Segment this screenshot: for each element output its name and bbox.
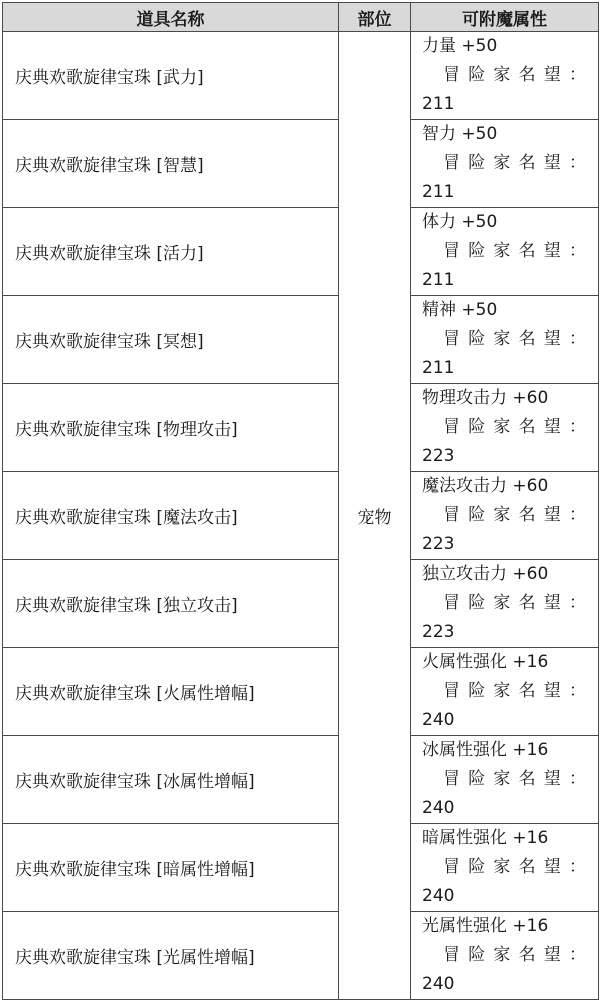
attribute-cell <box>411 296 599 384</box>
reputation-label-char: 冒 <box>443 329 460 349</box>
reputation-value: 240 <box>422 974 455 994</box>
reputation-value: 211 <box>422 270 455 290</box>
reputation-label-char: 名 <box>518 681 536 701</box>
reputation-label-char: 名 <box>518 65 536 85</box>
reputation-label-char: 望 <box>543 241 561 261</box>
reputation-label-char: 望 <box>543 593 561 613</box>
table-row <box>3 912 599 1000</box>
reputation-label-char: 望 <box>543 329 561 349</box>
reputation-label <box>422 237 598 266</box>
reputation-label-char: 望 <box>543 65 561 85</box>
header-slot: 部位 <box>339 3 411 32</box>
stat-bonus: 火属性强化 +16 <box>422 652 549 672</box>
reputation-label-char: 名 <box>518 945 536 965</box>
stat-bonus: 物理攻击力 +60 <box>422 388 549 408</box>
reputation-label-char: ： <box>568 329 586 349</box>
table-row <box>3 472 599 560</box>
reputation-label-char: 望 <box>543 153 561 173</box>
reputation-label <box>422 589 598 618</box>
item-name-cell: 庆典欢歌旋律宝珠 [魔法攻击] <box>3 472 339 560</box>
item-name-cell: 庆典欢歌旋律宝珠 [智慧] <box>3 120 339 208</box>
item-name-cell: 庆典欢歌旋律宝珠 [火属性增幅] <box>3 648 339 736</box>
attribute-cell <box>411 560 599 648</box>
reputation-label-char: 险 <box>468 769 486 789</box>
reputation-value: 223 <box>422 622 455 642</box>
table-row <box>3 296 599 384</box>
reputation-label-char: 险 <box>468 593 486 613</box>
reputation-label-char: 家 <box>493 505 511 525</box>
reputation-label-char: ： <box>568 769 586 789</box>
reputation-label-char: 望 <box>543 505 561 525</box>
reputation-label-char: ： <box>568 153 586 173</box>
reputation-label-char: 险 <box>468 153 486 173</box>
reputation-label-char: 险 <box>468 65 486 85</box>
reputation-label-char: 家 <box>493 945 511 965</box>
reputation-label-char: ： <box>568 65 586 85</box>
reputation-label <box>422 413 598 442</box>
attribute-cell <box>411 736 599 824</box>
stat-bonus: 力量 +50 <box>422 36 498 56</box>
stat-bonus: 精神 +50 <box>422 300 498 320</box>
table-body <box>3 32 599 1000</box>
reputation-label <box>422 941 598 970</box>
reputation-label-char: 险 <box>468 681 486 701</box>
reputation-label <box>422 149 598 178</box>
reputation-label-char: 冒 <box>443 593 460 613</box>
attribute-cell <box>411 208 599 296</box>
reputation-label-char: 险 <box>468 417 486 437</box>
stat-bonus: 智力 +50 <box>422 124 498 144</box>
table-row <box>3 120 599 208</box>
reputation-label-char: 冒 <box>443 945 460 965</box>
reputation-value: 240 <box>422 710 455 730</box>
item-name-cell: 庆典欢歌旋律宝珠 [暗属性增幅] <box>3 824 339 912</box>
reputation-label-char: 险 <box>468 241 486 261</box>
reputation-label-char: ： <box>568 857 586 877</box>
item-name-cell: 庆典欢歌旋律宝珠 [武力] <box>3 32 339 120</box>
reputation-label-char: 家 <box>493 153 511 173</box>
reputation-value: 223 <box>422 534 455 554</box>
item-name-cell: 庆典欢歌旋律宝珠 [光属性增幅] <box>3 912 339 1000</box>
attribute-cell <box>411 472 599 560</box>
reputation-label-char: 险 <box>468 857 486 877</box>
attribute-cell <box>411 120 599 208</box>
reputation-label-char: 冒 <box>443 681 460 701</box>
item-name-cell: 庆典欢歌旋律宝珠 [冰属性增幅] <box>3 736 339 824</box>
attribute-cell <box>411 32 599 120</box>
reputation-label-char: 冒 <box>443 153 460 173</box>
table-row <box>3 384 599 472</box>
reputation-label-char: ： <box>568 945 586 965</box>
attribute-cell <box>411 384 599 472</box>
reputation-label-char: 名 <box>518 593 536 613</box>
reputation-label-char: 家 <box>493 241 511 261</box>
reputation-label-char: 家 <box>493 593 511 613</box>
reputation-label-char: 望 <box>543 857 561 877</box>
reputation-label-char: 名 <box>518 505 536 525</box>
reputation-label-char: ： <box>568 593 586 613</box>
table-row <box>3 736 599 824</box>
reputation-label-char: 家 <box>493 769 511 789</box>
reputation-label <box>422 325 598 354</box>
header-item-name: 道具名称 <box>3 3 339 32</box>
reputation-label-char: 家 <box>493 417 511 437</box>
stat-bonus: 魔法攻击力 +60 <box>422 476 549 496</box>
reputation-label-char: ： <box>568 417 586 437</box>
reputation-label <box>422 765 598 794</box>
stat-bonus: 体力 +50 <box>422 212 498 232</box>
reputation-label-char: 家 <box>493 857 511 877</box>
table-row <box>3 648 599 736</box>
reputation-label-char: 险 <box>468 329 486 349</box>
item-name-cell: 庆典欢歌旋律宝珠 [冥想] <box>3 296 339 384</box>
slot-cell: 宠物 <box>339 32 411 1000</box>
reputation-label-char: 望 <box>543 681 561 701</box>
item-name-cell: 庆典欢歌旋律宝珠 [独立攻击] <box>3 560 339 648</box>
reputation-label-char: ： <box>568 681 586 701</box>
stat-bonus: 冰属性强化 +16 <box>422 740 549 760</box>
reputation-value: 240 <box>422 886 455 906</box>
reputation-label-char: 望 <box>543 769 561 789</box>
header-row <box>3 3 599 32</box>
item-table <box>2 2 599 1000</box>
reputation-label <box>422 677 598 706</box>
reputation-label-char: ： <box>568 241 586 261</box>
reputation-label <box>422 853 598 882</box>
attribute-cell <box>411 912 599 1000</box>
attribute-cell <box>411 824 599 912</box>
attribute-cell <box>411 648 599 736</box>
item-name-cell: 庆典欢歌旋律宝珠 [物理攻击] <box>3 384 339 472</box>
reputation-label-char: 冒 <box>443 505 460 525</box>
header-attribute: 可附魔属性 <box>411 3 599 32</box>
reputation-value: 211 <box>422 358 455 378</box>
reputation-label-char: 名 <box>518 769 536 789</box>
reputation-label-char: 望 <box>543 945 561 965</box>
reputation-label <box>422 61 598 90</box>
stat-bonus: 光属性强化 +16 <box>422 916 549 936</box>
reputation-label-char: 名 <box>518 241 536 261</box>
reputation-label-char: 冒 <box>443 241 460 261</box>
reputation-value: 211 <box>422 94 455 114</box>
reputation-label-char: ： <box>568 505 586 525</box>
reputation-label-char: 家 <box>493 65 511 85</box>
reputation-label-char: 名 <box>518 417 536 437</box>
reputation-label-char: 名 <box>518 857 536 877</box>
reputation-label-char: 家 <box>493 681 511 701</box>
reputation-label-char: 冒 <box>443 417 460 437</box>
reputation-label-char: 望 <box>543 417 561 437</box>
table-row <box>3 208 599 296</box>
table-row <box>3 32 599 120</box>
reputation-label <box>422 501 598 530</box>
reputation-label-char: 家 <box>493 329 511 349</box>
stat-bonus: 暗属性强化 +16 <box>422 828 549 848</box>
table-row <box>3 560 599 648</box>
stat-bonus: 独立攻击力 +60 <box>422 564 549 584</box>
reputation-label-char: 冒 <box>443 65 460 85</box>
reputation-label-char: 名 <box>518 329 536 349</box>
reputation-label-char: 险 <box>468 505 486 525</box>
item-name-cell: 庆典欢歌旋律宝珠 [活力] <box>3 208 339 296</box>
reputation-value: 211 <box>422 182 455 202</box>
reputation-label-char: 名 <box>518 153 536 173</box>
reputation-label-char: 冒 <box>443 857 460 877</box>
reputation-label-char: 冒 <box>443 769 460 789</box>
reputation-label-char: 险 <box>468 945 486 965</box>
table-row <box>3 824 599 912</box>
reputation-value: 223 <box>422 446 455 466</box>
reputation-value: 240 <box>422 798 455 818</box>
